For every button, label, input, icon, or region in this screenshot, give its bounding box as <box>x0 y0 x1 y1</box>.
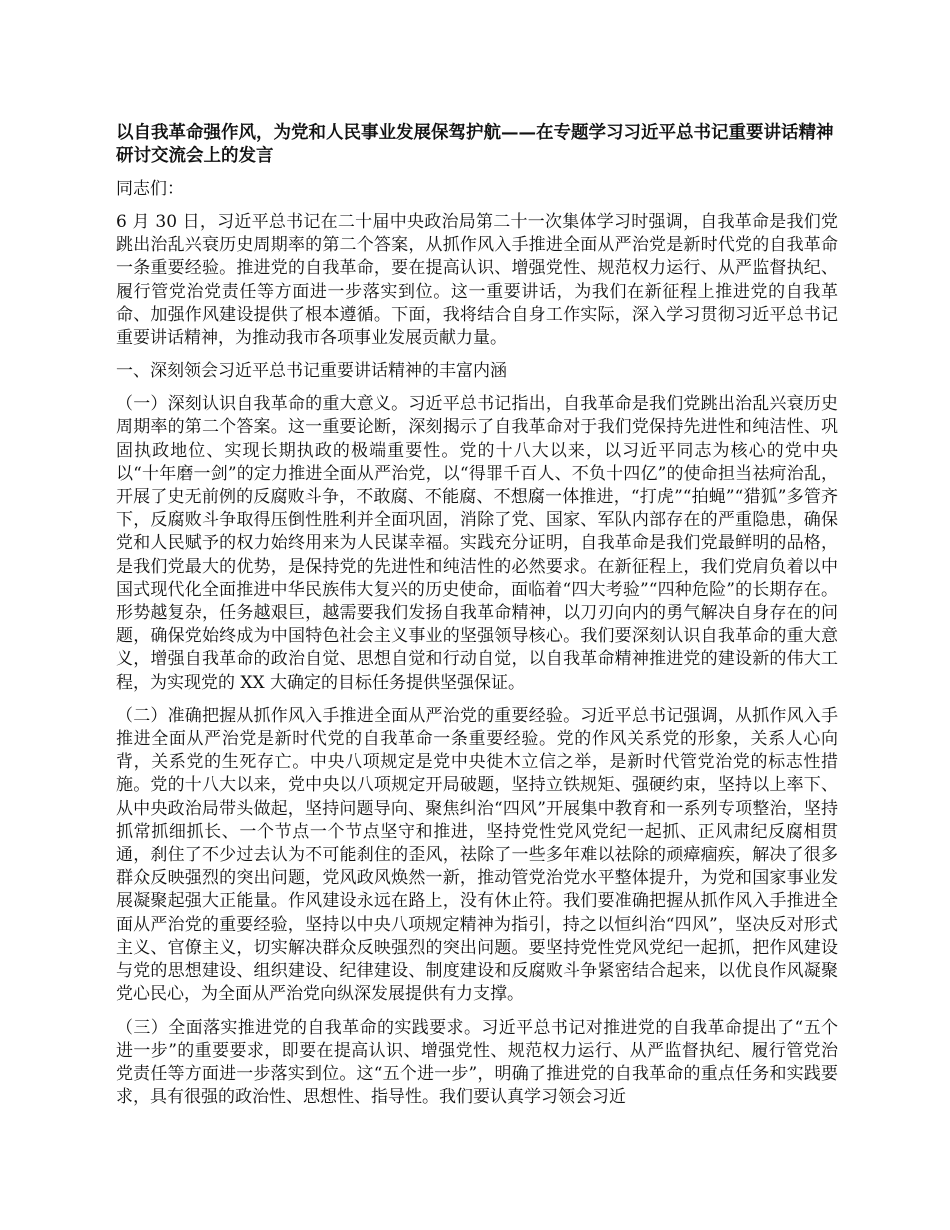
section-heading-1: 一、深刻领会习近平总书记重要讲话精神的丰富内涵 <box>116 361 507 382</box>
paragraph-intro: 6 月 30 日，习近平总书记在二十届中央政治局第二十一次集体学习时强调，自我革命是我们党跳出治乱兴衰历史周期率的第二个答案，从抓作风入手推进全面从严治党是新时代党的自我革命一条重要经验。推进党的自我革命，要在提高认识、增强党性、规范权力运行、从严监督执纪、履行管党治党责任等方面进一步落实到位。这一重要讲话，为我们在新征程上推进党的自我革命、加强作风建设提供了根本遵循。下面，我将结合自身工作实际，深入学习贯彻习近平总书记重要讲话精神，为推动我市各项事业发展贡献力量。 <box>116 212 838 349</box>
salutation: 同志们： <box>116 179 184 199</box>
paragraph-3: （三）全面落实推进党的自我革命的实践要求。习近平总书记对推进党的自我革命提出了“五个进一步”的重要要求，即要在提高认识、增强党性、规范权力运行、从严监督执纪、履行管党治党责任等方面进一步落实到位。这“五个进一步”，明确了推进党的自我革命的重点任务和实践要求，具有很强的政治性、思想性、指导性。我们要认真学习领会习近 <box>116 1017 838 1108</box>
document-title: 以自我革命强作风，为党和人民事业发展保驾护航——在专题学习习近平总书记重要讲话精神研讨交流会上的发言 <box>116 123 834 166</box>
paragraph-2: （二）准确把握从抓作风入手推进全面从严治党的重要经验。习近平总书记强调，从抓作风入手推进全面从严治党是新时代党的自我革命一条重要经验。党的作风关系党的形象，关系人心向背，关系党的生死存亡。中央八项规定是党中央徙木立信之举，是新时代管党治党的标志性措施。党的十八大以来，党中央以八项规定开局破题，坚持立铁规矩、强硬约束，坚持以上率下、从中央政治局带头做起，坚持问题导向、聚焦纠治“四风”开展集中教育和一系列专项整治，坚持抓常抓细抓长、一个节点一个节点坚守和推进，坚持党性党风党纪一起抓、正风肃纪反腐相贯通，刹住了不少过去认为不可能刹住的歪风，祛除了一些多年难以祛除的顽瘴痼疾，解决了很多群众反映强烈的突出问题，党风政风焕然一新，推动管党治党水平整体提升，为党和国家事业发展凝聚起强大正能量。作风建设永远在路上，没有休止符。我们要准确把握从抓作风入手推进全面从严治党的重要经验，坚持以中央八项规定精神为指引，持之以恒纠治“四风”，坚决反对形式主义、官僚主义，切实解决群众反映强烈的突出问题。要坚持党性党风党纪一起抓，把作风建设与党的思想建设、组织建设、纪律建设、制度建设和反腐败斗争紧密结合起来，以优良作风凝聚党心民心，为全面从严治党向纵深发展提供有力支撑。 <box>116 705 838 1005</box>
paragraph-1: （一）深刻认识自我革命的重大意义。习近平总书记指出，自我革命是我们党跳出治乱兴衰历史周期率的第二个答案。这一重要论断，深刻揭示了自我革命对于我们党保持先进性和纯洁性、巩固执政地位、实现长期执政的极端重要性。党的十八大以来，以习近平同志为核心的党中央以“十年磨一剑”的定力推进全面从严治党，以“得罪千百人、不负十四亿”的使命担当祛疴治乱，开展了史无前例的反腐败斗争，不敢腐、不能腐、不想腐一体推进，“打虎”“拍蝇”“猎狐”多管齐下，反腐败斗争取得压倒性胜利并全面巩固，消除了党、国家、军队内部存在的严重隐患，确保党和人民赋予的权力始终用来为人民谋幸福。实践充分证明，自我革命是我们党最鲜明的品格，是我们党最大的优势，是保持党的先进性和纯洁性的必然要求。在新征程上，我们党肩负着以中国式现代化全面推进中华民族伟大复兴的历史使命，面临着“四大考验”“四种危险”的长期存在。形势越复杂，任务越艰巨，越需要我们发扬自我革命精神，以刀刃向内的勇气解决自身存在的问题，确保党始终成为中国特色社会主义事业的坚强领导核心。我们要深刻认识自我革命的重大意义，增强自我革命的政治自觉、思想自觉和行动自觉，以自我革命精神推进党的建设新的伟大工程，为实现党的 XX 大确定的目标任务提供坚强保证。 <box>116 394 838 693</box>
